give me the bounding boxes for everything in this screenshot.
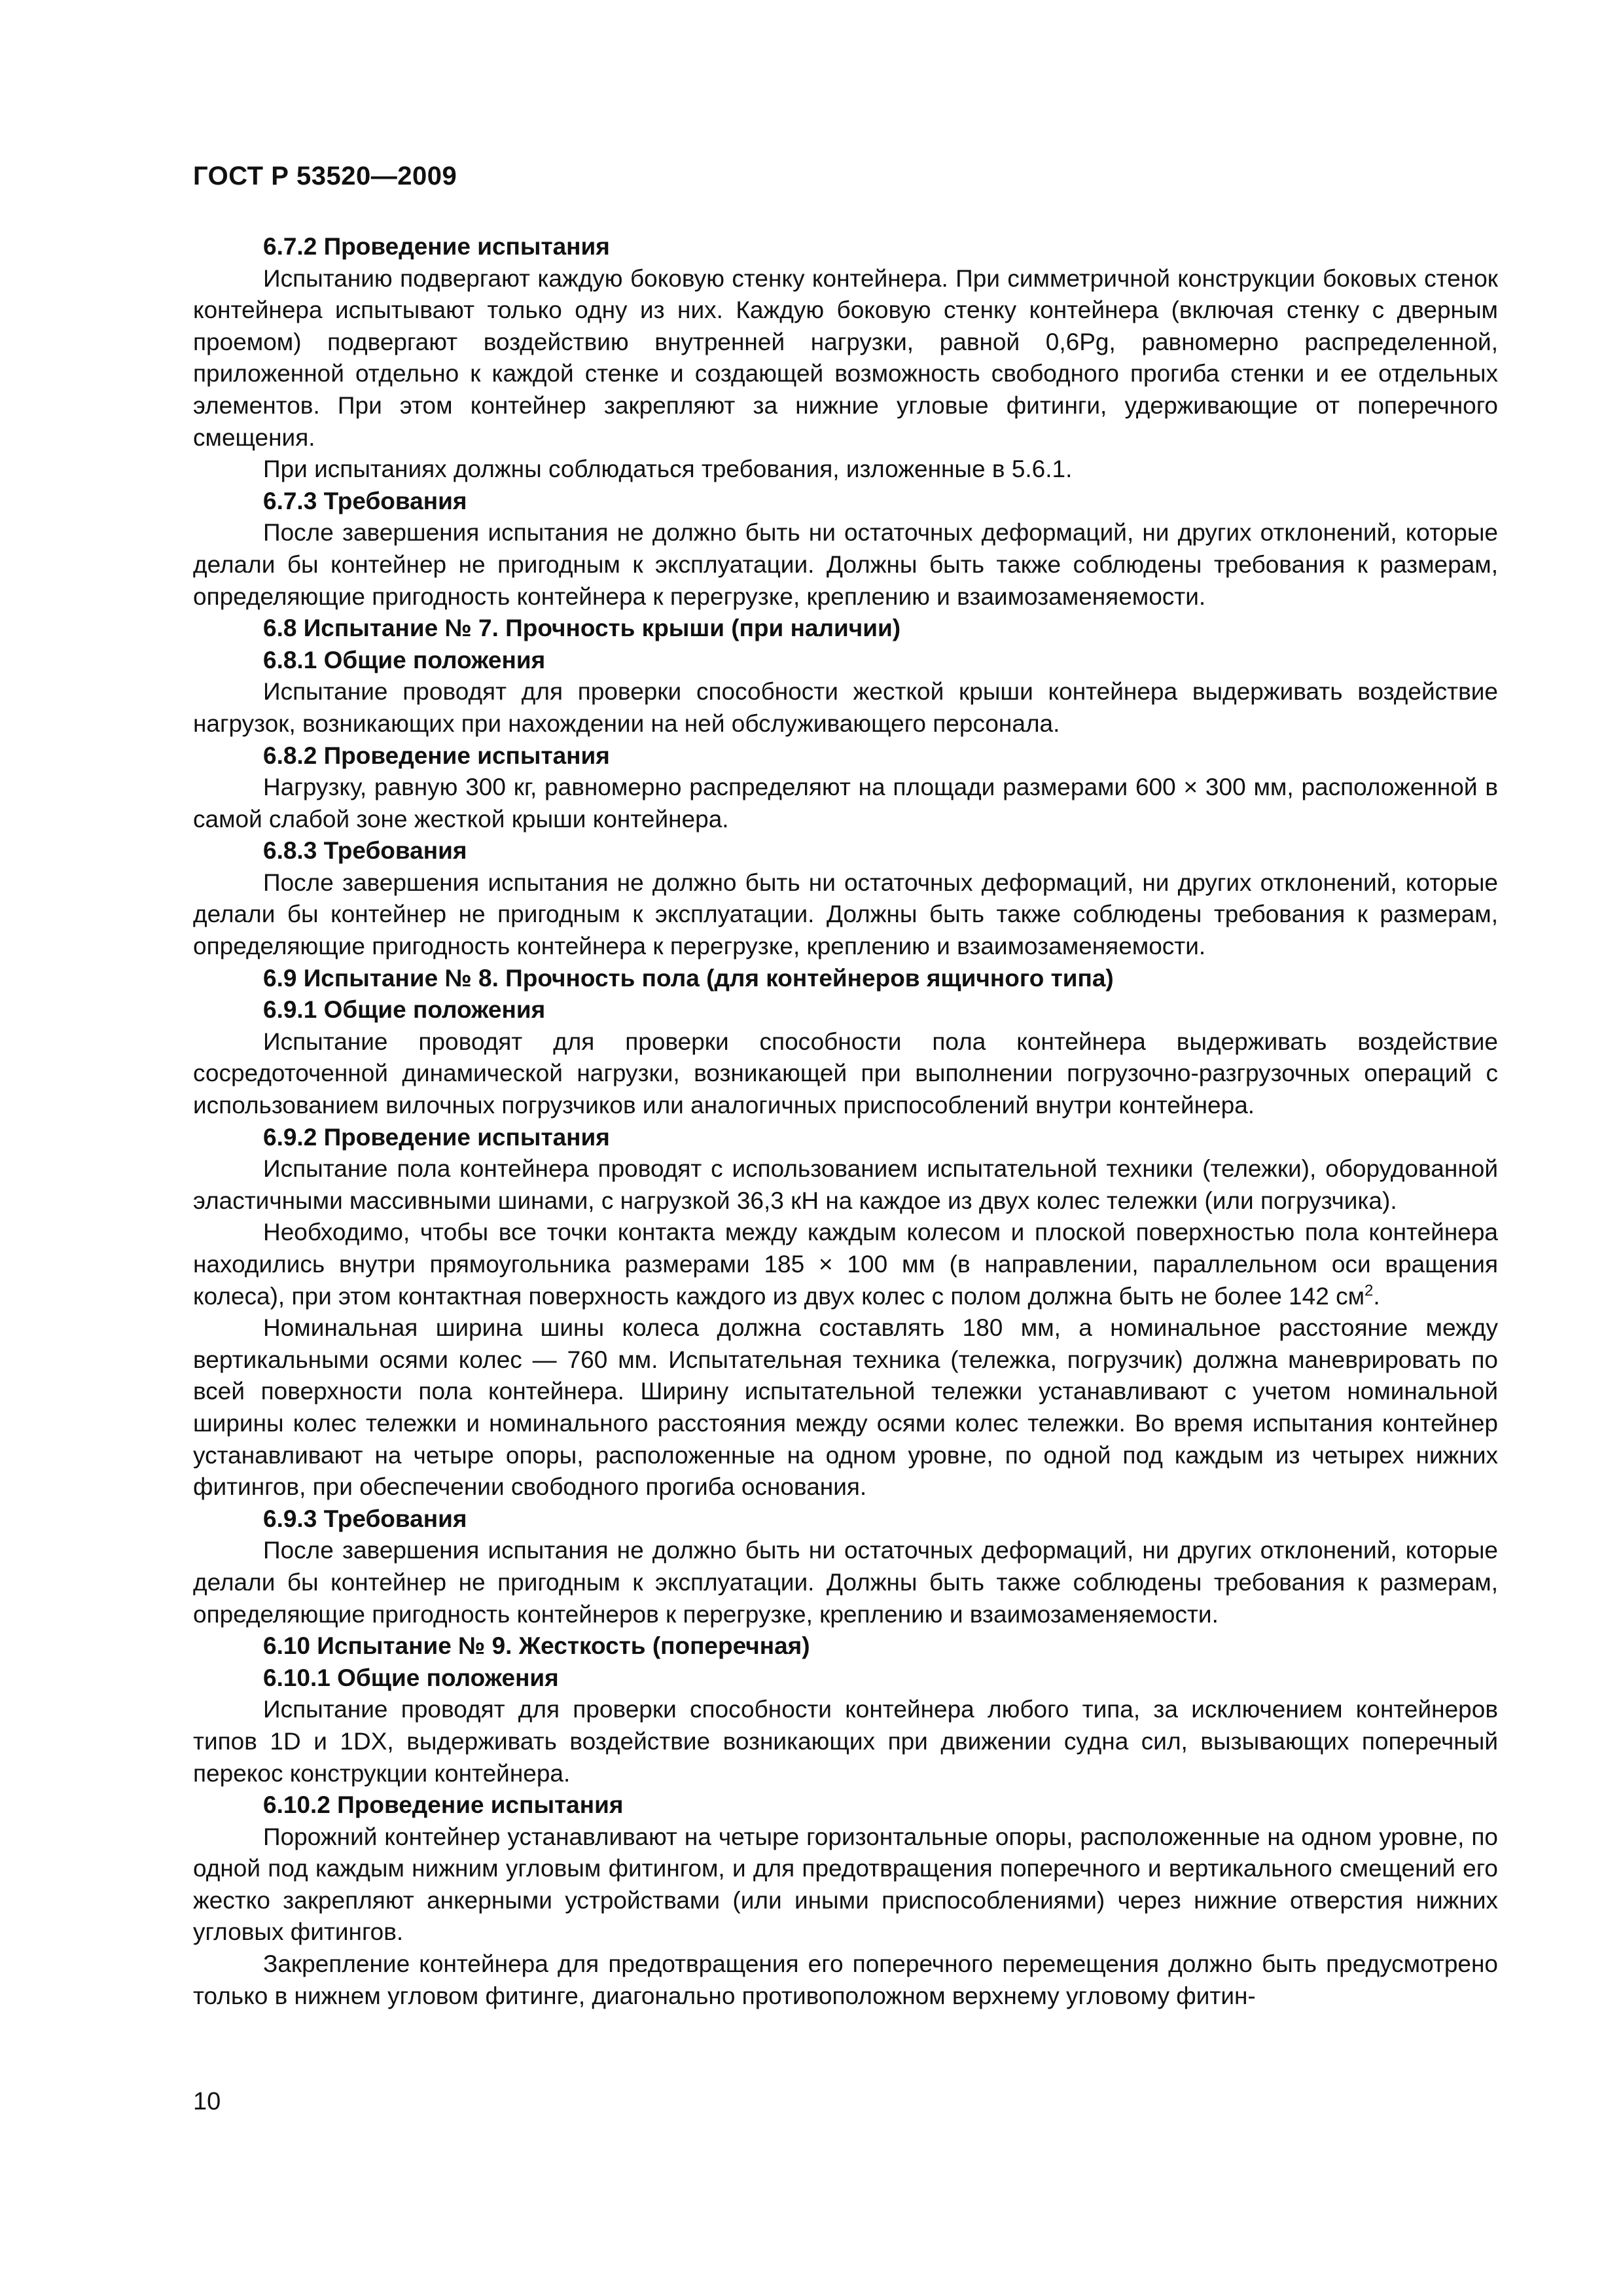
paragraph: Нагрузку, равную 300 кг, равномерно распределяют на площади размерами 600 × 300 мм, расположенной в самой слабой зоне жесткой крыши контейнера.	[193, 774, 1498, 833]
document-body	[193, 231, 1498, 2012]
section-heading-6-7-2: 6.7.2 Проведение испытания	[263, 233, 610, 260]
paragraph: Испытание проводят для проверки способности контейнера любого типа, за исключением контейнеров типов 1D и 1DX, выдерживать воздействие возникающих при движении судна сил, вызывающих поперечный перекос конструкции контейнера.	[193, 1696, 1498, 1787]
paragraph: Номинальная ширина шины колеса должна составлять 180 мм, а номинальное расстояние между вертикальными осями колес — 760 мм. Испытательная техника (тележка, погрузчик) должна маневрировать по всей поверхности пола контейнера. Ширину испытательной тележки устанавливают с учетом номинальной ширины колес тележки и номинального расстояния между осями колес тележки. Во время испытания контейнер устанавливают на четыре опоры, расположенные на одном уровне, по одной под каждым из четырех нижних фитингов, при обеспечении свободного прогиба основания.	[193, 1314, 1498, 1501]
document-header: ГОСТ Р 53520—2009	[193, 162, 457, 190]
section-heading-6-8-2: 6.8.2 Проведение испытания	[263, 742, 610, 769]
section-heading-6-9-2: 6.9.2 Проведение испытания	[263, 1123, 610, 1151]
paragraph: Испытание пола контейнера проводят с использованием испытательной техники (тележки), оборудованной эластичными массивными шинами, с нагрузкой 36,3 кН на каждое из двух колес тележки (или погрузчика).	[193, 1155, 1498, 1214]
paragraph: После завершения испытания не должно быть ни остаточных деформаций, ни других отклонений, которые делали бы контейнер не пригодным к эксплуатации. Должны быть также соблюдены требования к размерам, определяющие пригодность контейнеров к перегрузке, креплению и взаимозаменяемости.	[193, 1537, 1498, 1628]
page-number: 10	[193, 2088, 221, 2115]
section-heading-6-9-1: 6.9.1 Общие положения	[263, 996, 546, 1024]
paragraph-end: .	[1373, 1282, 1380, 1310]
section-heading-6-10-1: 6.10.1 Общие положения	[263, 1664, 559, 1691]
section-heading-6-8: 6.8 Испытание № 7. Прочность крыши (при наличии)	[263, 615, 901, 642]
section-heading-6-10-2: 6.10.2 Проведение испытания	[263, 1791, 624, 1819]
paragraph: После завершения испытания не должно быть ни остаточных деформаций, ни других отклонений, которые делали бы контейнер не пригодным к эксплуатации. Должны быть также соблюдены требования к размерам, определяющие пригодность контейнера к перегрузке, креплению и взаимозаменяемости.	[193, 519, 1498, 610]
section-heading-6-9-3: 6.9.3 Требования	[263, 1505, 467, 1532]
section-heading-6-10: 6.10 Испытание № 9. Жесткость (поперечная)	[263, 1632, 810, 1660]
paragraph: Испытание проводят для проверки способности пола контейнера выдерживать воздействие сосредоточенной динамической нагрузки, возникающей при выполнении погрузочно-разгрузочных операций с использованием вилочных погрузчиков или аналогичных приспособлений внутри контейнера.	[193, 1028, 1498, 1119]
section-heading-6-8-3: 6.8.3 Требования	[263, 837, 467, 865]
paragraph: При испытаниях должны соблюдаться требования, изложенные в 5.6.1.	[263, 456, 1073, 483]
paragraph: После завершения испытания не должно быть ни остаточных деформаций, ни других отклонений, которые делали бы контейнер не пригодным к эксплуатации. Должны быть также соблюдены требования к размерам, определяющие пригодность контейнера к перегрузке, креплению и взаимозаменяемости.	[193, 869, 1498, 960]
paragraph: Закрепление контейнера для предотвращения его поперечного перемещения должно быть предусмотрено только в нижнем угловом фитинге, диагонально противоположном верхнему угловому фитин-	[193, 1950, 1498, 2009]
paragraph-with-superscript	[193, 1217, 1498, 1312]
superscript: 2	[1364, 1282, 1374, 1300]
section-heading-6-9: 6.9 Испытание № 8. Прочность пола (для контейнеров ящичного типа)	[263, 964, 1114, 992]
paragraph-text: Необходимо, чтобы все точки контакта между каждым колесом и плоской поверхностью пола контейнера находились внутри прямоугольника размерами 185 × 100 мм (в направлении, параллельном оси вращения колеса), при этом контактная поверхность каждого из двух колес с полом должна быть не более 142 см	[193, 1219, 1498, 1310]
paragraph: Испытание проводят для проверки способности жесткой крыши контейнера выдерживать воздействие нагрузок, возникающих при нахождении на ней обслуживающего персонала.	[193, 678, 1498, 737]
section-heading-6-7-3: 6.7.3 Требования	[263, 487, 467, 514]
section-heading-6-8-1: 6.8.1 Общие положения	[263, 646, 546, 673]
paragraph: Порожний контейнер устанавливают на четыре горизонтальные опоры, расположенные на одном уровне, по одной под каждым нижним угловым фитингом, и для предотвращения поперечного и вертикального смещений его жестко закрепляют анкерными устройствами (или иными приспособлениями) через нижние отверстия нижних угловых фитингов.	[193, 1823, 1498, 1946]
paragraph: Испытанию подвергают каждую боковую стенку контейнера. При симметричной конструкции боковых стенок контейнера испытывают только одну из них. Каждую боковую стенку контейнера (включая стенку с дверным проемом) подвергают воздействию внутренней нагрузки, равной 0,6Pg, равномерно распределенной, приложенной отдельно к каждой стенке и создающей возможность свободного прогиба стенки и ее отдельных элементов. При этом контейнер закрепляют за нижние угловые фитинги, удерживающие от поперечного смещения.	[193, 264, 1498, 451]
